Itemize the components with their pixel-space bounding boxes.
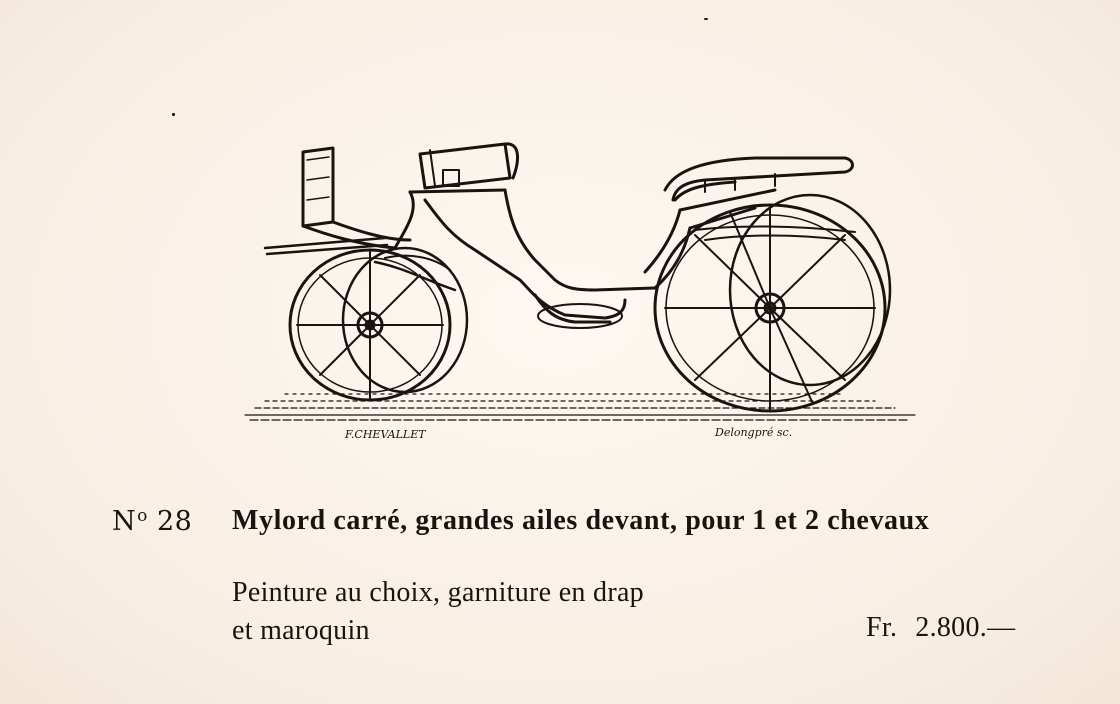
carriage-engraving: [235, 130, 935, 450]
ink-speck: [704, 18, 708, 20]
dashboard: [303, 148, 410, 248]
number-prefix: N: [112, 506, 137, 537]
number-value: 28: [156, 506, 193, 537]
engraver-signature-right: Delongpré sc.: [715, 426, 793, 439]
price-currency: Fr.: [866, 612, 898, 643]
description-line-2: et maroquin: [232, 615, 370, 646]
price-value: 2.800.—: [915, 612, 1016, 643]
driver-seat: [420, 144, 518, 188]
carriage-illustration: [235, 130, 935, 450]
springs: [385, 226, 855, 270]
item-price: [866, 612, 1015, 644]
item-title: Mylord carré, grandes ailes devant, pour 1 et 2 chevaux: [232, 505, 930, 536]
shaft: [265, 238, 455, 290]
description-line-1: Peinture au choix, garniture en drap: [232, 577, 644, 608]
engraver-signature-left: F.CHEVALLET: [345, 428, 426, 441]
number-suffix: o: [137, 506, 148, 526]
ink-speck: [172, 113, 175, 116]
front-wheel: [290, 248, 467, 400]
item-description: [232, 574, 644, 650]
catalog-number: [112, 506, 192, 537]
